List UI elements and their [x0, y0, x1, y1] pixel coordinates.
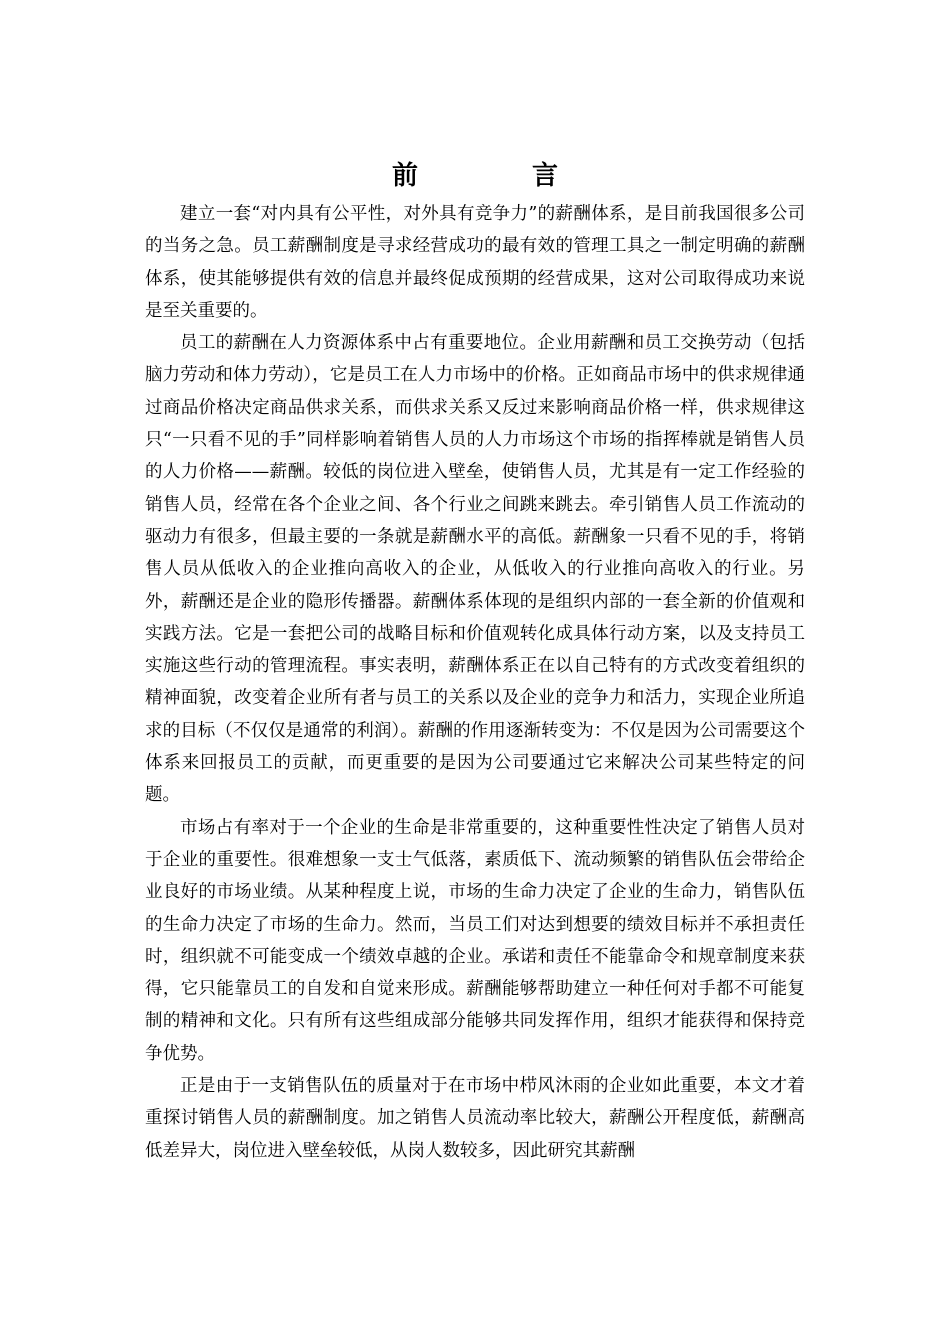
document-body	[145, 198, 805, 1167]
paragraph-4: 正是由于一支销售队伍的质量对于在市场中栉风沐雨的企业如此重要，本文才着重探讨销售人员的薪酬制度。加之销售人员流动率比较大，薪酬公开程度低，薪酬高低差异大，岗位进入壁垒较低，从岗人数较多，因此研究其薪酬	[145, 1076, 805, 1161]
paragraph-3: 市场占有率对于一个企业的生命是非常重要的，这种重要性性决定了销售人员对于企业的重要性。很难想象一支士气低落，素质低下、流动频繁的销售队伍会带给企业良好的市场业绩。从某种程度上说，市场的生命力决定了企业的生命力，销售队伍的生命力决定了市场的生命力。然而，当员工们对达到想要的绩效目标并不承担责任时，组织就不可能变成一个绩效卓越的企业。承诺和责任不能靠命令和规章制度来获得，它只能靠员工的自发和自觉来形成。薪酬能够帮助建立一种任何对手都不可能复制的精神和文化。只有所有这些组成部分能够共同发挥作用，组织才能获得和保持竞争优势。	[145, 817, 805, 1064]
page-title: 前 言	[391, 161, 602, 191]
paragraph-1: 建立一套“对内具有公平性，对外具有竞争力”的薪酬体系，是目前我国很多公司的当务之急。员工薪酬制度是寻求经营成功的最有效的管理工具之一制定明确的薪酬体系，使其能够提供有效的信息并最终促成预期的经营成果，这对公司取得成功来说是至关重要的。	[145, 204, 805, 321]
paragraph-2: 员工的薪酬在人力资源体系中占有重要地位。企业用薪酬和员工交换劳动（包括脑力劳动和体力劳动），它是员工在人力市场中的价格。正如商品市场中的供求规律通过商品价格决定商品供求关系，而供求关系又反过来影响商品价格一样，供求规律这只“一只看不见的手”同样影响着销售人员的人力市场这个市场的指挥棒就是销售人员的人力价格——薪酬。较低的岗位进入壁垒，使销售人员，尤其是有一定工作经验的销售人员，经常在各个企业之间、各个行业之间跳来跳去。牵引销售人员工作流动的驱动力有很多，但最主要的一条就是薪酬水平的高低。薪酬象一只看不见的手，将销售人员从低收入的企业推向高收入的企业，从低收入的行业推向高收入的行业。另外，薪酬还是企业的隐形传播器。薪酬体系体现的是组织内部的一套全新的价值观和实践方法。它是一套把公司的战略目标和价值观转化成具体行动方案，以及支持员工实施这些行动的管理流程。事实表明，薪酬体系正在以自己特有的方式改变着组织的精神面貌，改变着企业所有者与员工的关系以及企业的竞争力和活力，实现企业所追求的目标（不仅仅是通常的利润）。薪酬的作用逐渐转变为：不仅是因为公司需要这个体系来回报员工的贡献，而更重要的是因为公司要通过它来解决公司某些特定的问题。	[145, 333, 805, 806]
